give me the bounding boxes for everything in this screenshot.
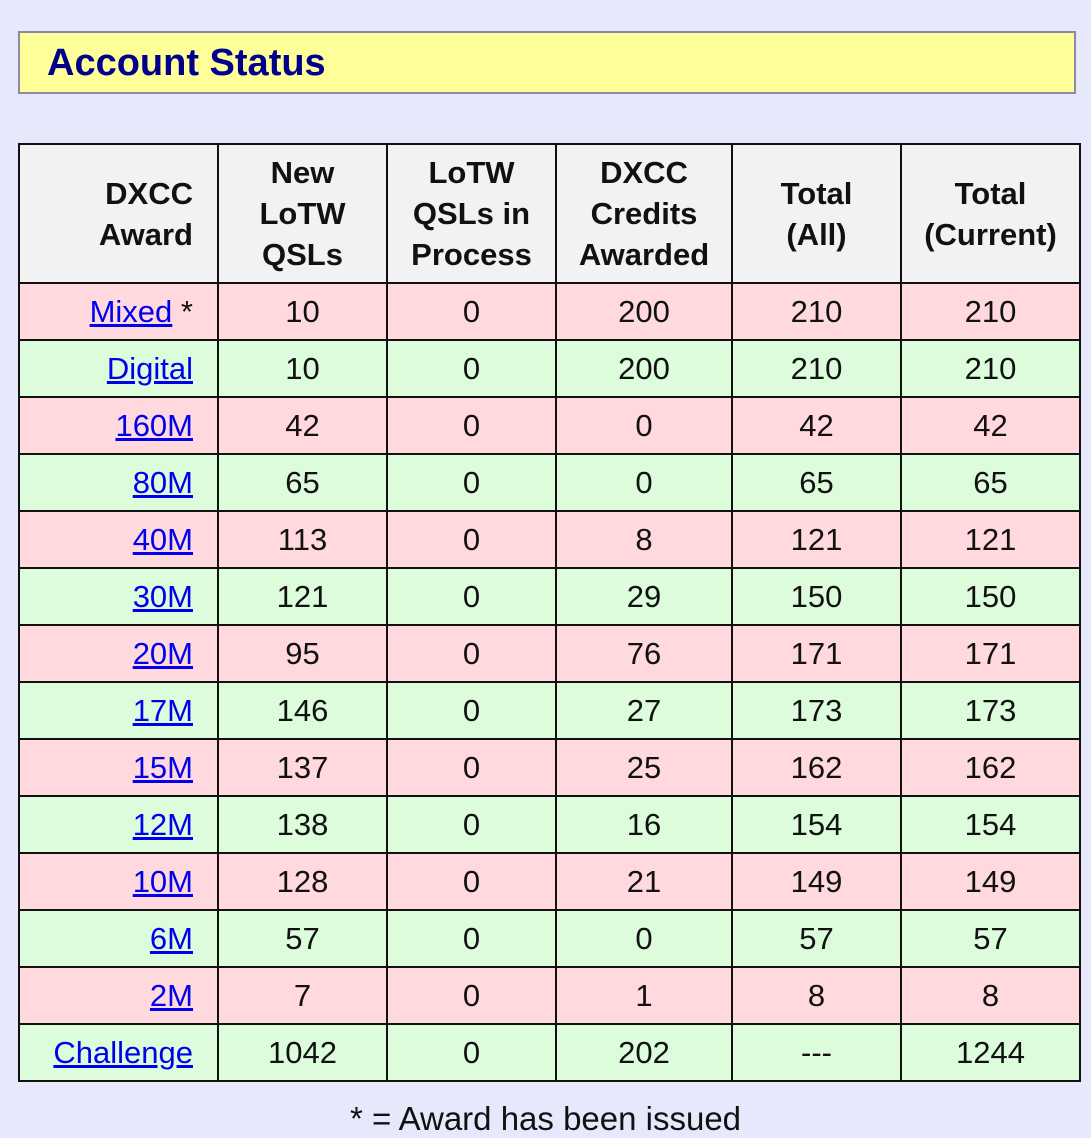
award-cell bbox=[19, 1024, 218, 1081]
header-line: DXCC bbox=[600, 155, 688, 190]
award-cell bbox=[19, 967, 218, 1024]
header-line: (Current) bbox=[924, 216, 1057, 252]
header-line: LoTW bbox=[428, 155, 515, 190]
in-process-cell: 0 bbox=[387, 340, 556, 397]
total-all-cell: 65 bbox=[732, 454, 901, 511]
in-process-cell: 0 bbox=[387, 511, 556, 568]
total-current-cell: 173 bbox=[901, 682, 1080, 739]
new-lotw-qsls-cell: 1042 bbox=[218, 1024, 387, 1081]
credits-awarded-cell: 21 bbox=[556, 853, 732, 910]
in-process-cell: 0 bbox=[387, 397, 556, 454]
award-link-2m[interactable]: 2M bbox=[149, 977, 193, 1013]
award-link-10m[interactable]: 10M bbox=[132, 863, 193, 899]
total-current-cell: 210 bbox=[901, 283, 1080, 340]
new-lotw-qsls-cell: 7 bbox=[218, 967, 387, 1024]
credits-awarded-cell: 76 bbox=[556, 625, 732, 682]
header-line: Credits bbox=[590, 196, 698, 231]
header-lotw-qsls-in-process bbox=[387, 144, 556, 283]
award-cell bbox=[19, 568, 218, 625]
award-link-17m[interactable]: 17M bbox=[132, 692, 193, 728]
header-dxcc-award bbox=[19, 144, 218, 283]
award-link-6m[interactable]: 6M bbox=[149, 920, 193, 956]
award-issued-mark: * bbox=[180, 293, 193, 329]
award-link-15m[interactable]: 15M bbox=[132, 749, 193, 785]
award-cell bbox=[19, 511, 218, 568]
header-line: Total bbox=[780, 175, 853, 211]
table-header-row bbox=[19, 144, 1080, 283]
header-line: Award bbox=[98, 216, 193, 252]
new-lotw-qsls-cell: 128 bbox=[218, 853, 387, 910]
total-current-cell: 8 bbox=[901, 967, 1080, 1024]
new-lotw-qsls-cell: 146 bbox=[218, 682, 387, 739]
new-lotw-qsls-cell: 138 bbox=[218, 796, 387, 853]
award-link-mixed[interactable]: Mixed bbox=[89, 293, 173, 329]
table-row bbox=[19, 283, 1080, 340]
total-all-cell: 121 bbox=[732, 511, 901, 568]
total-current-cell: 149 bbox=[901, 853, 1080, 910]
header-total-all bbox=[732, 144, 901, 283]
total-all-cell: 171 bbox=[732, 625, 901, 682]
new-lotw-qsls-cell: 57 bbox=[218, 910, 387, 967]
award-cell bbox=[19, 625, 218, 682]
table-row bbox=[19, 739, 1080, 796]
table-row bbox=[19, 397, 1080, 454]
in-process-cell: 0 bbox=[387, 625, 556, 682]
credits-awarded-cell: 16 bbox=[556, 796, 732, 853]
credits-awarded-cell: 8 bbox=[556, 511, 732, 568]
in-process-cell: 0 bbox=[387, 910, 556, 967]
header-dxcc-credits-awarded bbox=[556, 144, 732, 283]
new-lotw-qsls-cell: 121 bbox=[218, 568, 387, 625]
total-current-cell: 42 bbox=[901, 397, 1080, 454]
award-cell bbox=[19, 283, 218, 340]
credits-awarded-cell: 0 bbox=[556, 454, 732, 511]
total-all-cell: 210 bbox=[732, 283, 901, 340]
table-row bbox=[19, 682, 1080, 739]
total-all-cell: 154 bbox=[732, 796, 901, 853]
in-process-cell: 0 bbox=[387, 682, 556, 739]
award-cell bbox=[19, 397, 218, 454]
credits-awarded-cell: 202 bbox=[556, 1024, 732, 1081]
table-row bbox=[19, 910, 1080, 967]
total-all-cell: 210 bbox=[732, 340, 901, 397]
total-all-cell: 149 bbox=[732, 853, 901, 910]
new-lotw-qsls-cell: 65 bbox=[218, 454, 387, 511]
award-link-40m[interactable]: 40M bbox=[132, 521, 193, 557]
total-current-cell: 65 bbox=[901, 454, 1080, 511]
award-link-30m[interactable]: 30M bbox=[132, 578, 193, 614]
award-link-80m[interactable]: 80M bbox=[132, 464, 193, 500]
credits-awarded-cell: 200 bbox=[556, 283, 732, 340]
award-link-160m[interactable]: 160M bbox=[115, 407, 193, 443]
table-row bbox=[19, 853, 1080, 910]
new-lotw-qsls-cell: 137 bbox=[218, 739, 387, 796]
header-line: Process bbox=[411, 237, 532, 272]
in-process-cell: 0 bbox=[387, 853, 556, 910]
credits-awarded-cell: 200 bbox=[556, 340, 732, 397]
award-link-challenge[interactable]: Challenge bbox=[53, 1034, 193, 1070]
in-process-cell: 0 bbox=[387, 568, 556, 625]
header-line: LoTW bbox=[259, 196, 346, 231]
total-all-cell: 8 bbox=[732, 967, 901, 1024]
credits-awarded-cell: 27 bbox=[556, 682, 732, 739]
table-row bbox=[19, 568, 1080, 625]
in-process-cell: 0 bbox=[387, 739, 556, 796]
total-all-cell: 57 bbox=[732, 910, 901, 967]
header-line: Awarded bbox=[578, 237, 710, 272]
total-current-cell: 1244 bbox=[901, 1024, 1080, 1081]
header-line: Total bbox=[954, 175, 1027, 211]
table-row bbox=[19, 454, 1080, 511]
total-current-cell: 171 bbox=[901, 625, 1080, 682]
credits-awarded-cell: 0 bbox=[556, 397, 732, 454]
header-new-lotw-qsls bbox=[218, 144, 387, 283]
total-all-cell: --- bbox=[732, 1024, 901, 1081]
award-link-12m[interactable]: 12M bbox=[132, 806, 193, 842]
account-status-banner bbox=[18, 31, 1076, 94]
table-row bbox=[19, 340, 1080, 397]
award-cell bbox=[19, 910, 218, 967]
total-current-cell: 154 bbox=[901, 796, 1080, 853]
header-line: New bbox=[270, 155, 335, 190]
award-cell bbox=[19, 682, 218, 739]
credits-awarded-cell: 25 bbox=[556, 739, 732, 796]
award-link-digital[interactable]: Digital bbox=[106, 350, 193, 386]
in-process-cell: 0 bbox=[387, 454, 556, 511]
total-all-cell: 162 bbox=[732, 739, 901, 796]
new-lotw-qsls-cell: 42 bbox=[218, 397, 387, 454]
table-row bbox=[19, 967, 1080, 1024]
footnote: * = Award has been issued bbox=[349, 1100, 742, 1137]
in-process-cell: 0 bbox=[387, 967, 556, 1024]
credits-awarded-cell: 29 bbox=[556, 568, 732, 625]
in-process-cell: 0 bbox=[387, 796, 556, 853]
credits-awarded-cell: 0 bbox=[556, 910, 732, 967]
total-current-cell: 162 bbox=[901, 739, 1080, 796]
total-current-cell: 150 bbox=[901, 568, 1080, 625]
total-all-cell: 42 bbox=[732, 397, 901, 454]
header-line: QSLs in bbox=[412, 196, 531, 231]
new-lotw-qsls-cell: 95 bbox=[218, 625, 387, 682]
account-status-table bbox=[18, 143, 1081, 1082]
award-cell bbox=[19, 796, 218, 853]
total-current-cell: 57 bbox=[901, 910, 1080, 967]
table-row bbox=[19, 796, 1080, 853]
new-lotw-qsls-cell: 10 bbox=[218, 283, 387, 340]
page-title: Account Status bbox=[47, 42, 326, 84]
total-all-cell: 150 bbox=[732, 568, 901, 625]
new-lotw-qsls-cell: 10 bbox=[218, 340, 387, 397]
table-row bbox=[19, 1024, 1080, 1081]
header-line: DXCC bbox=[105, 175, 193, 211]
header-line: (All) bbox=[786, 216, 847, 252]
table-row bbox=[19, 625, 1080, 682]
in-process-cell: 0 bbox=[387, 1024, 556, 1081]
credits-awarded-cell: 1 bbox=[556, 967, 732, 1024]
table-row bbox=[19, 511, 1080, 568]
total-all-cell: 173 bbox=[732, 682, 901, 739]
award-cell bbox=[19, 853, 218, 910]
award-cell bbox=[19, 454, 218, 511]
table-body bbox=[19, 283, 1080, 1081]
award-link-20m[interactable]: 20M bbox=[132, 635, 193, 671]
header-line: QSLs bbox=[262, 237, 343, 272]
award-cell bbox=[19, 739, 218, 796]
total-current-cell: 121 bbox=[901, 511, 1080, 568]
in-process-cell: 0 bbox=[387, 283, 556, 340]
award-cell bbox=[19, 340, 218, 397]
new-lotw-qsls-cell: 113 bbox=[218, 511, 387, 568]
header-total-current bbox=[901, 144, 1080, 283]
total-current-cell: 210 bbox=[901, 340, 1080, 397]
